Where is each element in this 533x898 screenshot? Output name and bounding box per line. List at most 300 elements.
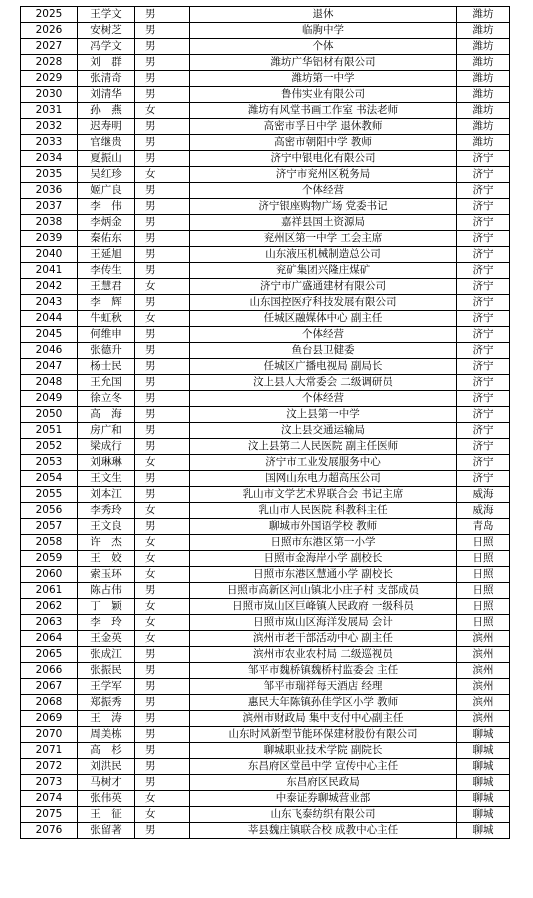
member-organization-cell: 日照市高新区河山镇北小庄子村 支部成员 [190, 583, 457, 599]
table-row [21, 551, 510, 567]
table-row [21, 439, 510, 455]
member-organization-cell: 乳山市人民医院 科教科主任 [190, 503, 457, 519]
member-organization-cell: 日照市东港区慧通小学 副校长 [190, 567, 457, 583]
member-name-cell: 姬广良 [78, 183, 135, 199]
table-row [21, 23, 510, 39]
member-number-cell: 2076 [21, 823, 78, 839]
member-gender-cell: 男 [135, 519, 190, 535]
member-city-cell: 威海 [457, 487, 510, 503]
member-gender-cell: 女 [135, 167, 190, 183]
member-number-cell: 2031 [21, 103, 78, 119]
member-name-cell: 徐立冬 [78, 391, 135, 407]
member-gender-cell: 男 [135, 199, 190, 215]
member-organization-cell: 山东国控医疗科技发展有限公司 [190, 295, 457, 311]
member-name-cell: 张成江 [78, 647, 135, 663]
member-organization-cell: 聊城职业技术学院 副院长 [190, 743, 457, 759]
member-organization-cell: 汶上县人大常委会 二级调研员 [190, 375, 457, 391]
member-number-cell: 2028 [21, 55, 78, 71]
member-gender-cell: 女 [135, 455, 190, 471]
member-organization-cell: 聊城市外国语学校 教师 [190, 519, 457, 535]
member-organization-cell: 鲁伟实业有限公司 [190, 87, 457, 103]
member-city-cell: 潍坊 [457, 55, 510, 71]
member-number-cell: 2063 [21, 615, 78, 631]
table-row [21, 663, 510, 679]
member-list-sheet [20, 6, 510, 839]
table-row [21, 583, 510, 599]
member-name-cell: 张振民 [78, 663, 135, 679]
member-gender-cell: 男 [135, 423, 190, 439]
member-gender-cell: 男 [135, 183, 190, 199]
table-row [21, 183, 510, 199]
member-name-cell: 王文生 [78, 471, 135, 487]
member-gender-cell: 男 [135, 743, 190, 759]
member-number-cell: 2035 [21, 167, 78, 183]
member-gender-cell: 男 [135, 775, 190, 791]
table-row [21, 279, 510, 295]
member-city-cell: 聊城 [457, 807, 510, 823]
table-row [21, 103, 510, 119]
member-name-cell: 秦佑东 [78, 231, 135, 247]
member-organization-cell: 滨州市财政局 集中支付中心副主任 [190, 711, 457, 727]
member-number-cell: 2067 [21, 679, 78, 695]
member-name-cell: 张德升 [78, 343, 135, 359]
table-row [21, 215, 510, 231]
member-name-cell: 何维申 [78, 327, 135, 343]
member-gender-cell: 女 [135, 279, 190, 295]
member-number-cell: 2059 [21, 551, 78, 567]
member-name-cell: 孙 燕 [78, 103, 135, 119]
member-organization-cell: 潍坊有风堂书画工作室 书法老师 [190, 103, 457, 119]
member-organization-cell: 东昌府区堂邑中学 宣传中心主任 [190, 759, 457, 775]
member-name-cell: 马树才 [78, 775, 135, 791]
member-organization-cell: 任城区融媒体中心 副主任 [190, 311, 457, 327]
member-name-cell: 高 海 [78, 407, 135, 423]
member-name-cell: 王允国 [78, 375, 135, 391]
member-gender-cell: 男 [135, 55, 190, 71]
member-organization-cell: 山东液压机械制造总公司 [190, 247, 457, 263]
member-name-cell: 张留著 [78, 823, 135, 839]
member-number-cell: 2039 [21, 231, 78, 247]
member-name-cell: 王金英 [78, 631, 135, 647]
member-organization-cell: 个体经营 [190, 183, 457, 199]
member-organization-cell: 东昌府区民政局 [190, 775, 457, 791]
member-number-cell: 2034 [21, 151, 78, 167]
member-name-cell: 王 征 [78, 807, 135, 823]
member-gender-cell: 男 [135, 407, 190, 423]
member-name-cell: 吴红珍 [78, 167, 135, 183]
member-city-cell: 聊城 [457, 743, 510, 759]
table-row [21, 247, 510, 263]
member-gender-cell: 女 [135, 503, 190, 519]
member-name-cell: 王 涛 [78, 711, 135, 727]
member-organization-cell: 日照市岚山区巨峰镇人民政府 一级科员 [190, 599, 457, 615]
table-row [21, 375, 510, 391]
member-name-cell: 张清奇 [78, 71, 135, 87]
member-number-cell: 2065 [21, 647, 78, 663]
member-organization-cell: 个体经营 [190, 327, 457, 343]
member-number-cell: 2038 [21, 215, 78, 231]
member-gender-cell: 女 [135, 535, 190, 551]
member-number-cell: 2074 [21, 791, 78, 807]
member-name-cell: 王文良 [78, 519, 135, 535]
member-city-cell: 济宁 [457, 295, 510, 311]
member-name-cell: 房广和 [78, 423, 135, 439]
member-city-cell: 济宁 [457, 215, 510, 231]
member-organization-cell: 高密市孚日中学 退休教师 [190, 119, 457, 135]
member-name-cell: 刘琳琳 [78, 455, 135, 471]
member-city-cell: 日照 [457, 551, 510, 567]
member-organization-cell: 济宁市工业发展服务中心 [190, 455, 457, 471]
member-number-cell: 2075 [21, 807, 78, 823]
member-organization-cell: 济宁中银电化有限公司 [190, 151, 457, 167]
member-name-cell: 高 杉 [78, 743, 135, 759]
table-row [21, 599, 510, 615]
member-gender-cell: 男 [135, 471, 190, 487]
member-number-cell: 2071 [21, 743, 78, 759]
member-gender-cell: 男 [135, 135, 190, 151]
member-gender-cell: 男 [135, 231, 190, 247]
table-row [21, 695, 510, 711]
table-row [21, 759, 510, 775]
table-row [21, 679, 510, 695]
table-row [21, 807, 510, 823]
table-row [21, 503, 510, 519]
member-gender-cell: 男 [135, 39, 190, 55]
member-gender-cell: 女 [135, 551, 190, 567]
member-number-cell: 2025 [21, 7, 78, 23]
table-row [21, 535, 510, 551]
table-row [21, 647, 510, 663]
table-row [21, 295, 510, 311]
member-number-cell: 2051 [21, 423, 78, 439]
table-row [21, 727, 510, 743]
table-row [21, 55, 510, 71]
member-number-cell: 2054 [21, 471, 78, 487]
member-gender-cell: 女 [135, 103, 190, 119]
member-gender-cell: 男 [135, 759, 190, 775]
table-row [21, 823, 510, 839]
member-organization-cell: 嘉祥县国土资源局 [190, 215, 457, 231]
member-organization-cell: 济宁市兖州区税务局 [190, 167, 457, 183]
table-row [21, 231, 510, 247]
member-organization-cell: 高密市朝阳中学 教师 [190, 135, 457, 151]
table-row [21, 119, 510, 135]
member-city-cell: 潍坊 [457, 103, 510, 119]
member-number-cell: 2027 [21, 39, 78, 55]
table-row [21, 775, 510, 791]
member-city-cell: 青岛 [457, 519, 510, 535]
member-city-cell: 济宁 [457, 199, 510, 215]
member-city-cell: 滨州 [457, 679, 510, 695]
member-organization-cell: 乳山市文学艺术界联合会 书记主席 [190, 487, 457, 503]
member-gender-cell: 男 [135, 823, 190, 839]
member-gender-cell: 男 [135, 391, 190, 407]
table-row [21, 199, 510, 215]
member-organization-cell: 滨州市农业农村局 二级巡视员 [190, 647, 457, 663]
member-city-cell: 潍坊 [457, 39, 510, 55]
member-name-cell: 安树芝 [78, 23, 135, 39]
member-gender-cell: 男 [135, 295, 190, 311]
table-row [21, 487, 510, 503]
table-row [21, 791, 510, 807]
member-name-cell: 李传生 [78, 263, 135, 279]
member-organization-cell: 滨州市老干部活动中心 副主任 [190, 631, 457, 647]
member-name-cell: 李秀玲 [78, 503, 135, 519]
member-organization-cell: 日照市岚山区海洋发展局 会计 [190, 615, 457, 631]
member-city-cell: 聊城 [457, 791, 510, 807]
member-gender-cell: 男 [135, 215, 190, 231]
table-row [21, 39, 510, 55]
member-name-cell: 迟寿明 [78, 119, 135, 135]
member-number-cell: 2032 [21, 119, 78, 135]
member-number-cell: 2053 [21, 455, 78, 471]
member-name-cell: 梁成行 [78, 439, 135, 455]
member-number-cell: 2073 [21, 775, 78, 791]
member-name-cell: 郑振秀 [78, 695, 135, 711]
member-gender-cell: 男 [135, 359, 190, 375]
member-name-cell: 王学军 [78, 679, 135, 695]
member-city-cell: 济宁 [457, 231, 510, 247]
member-number-cell: 2055 [21, 487, 78, 503]
table-row [21, 567, 510, 583]
member-city-cell: 日照 [457, 599, 510, 615]
member-number-cell: 2044 [21, 311, 78, 327]
member-gender-cell: 女 [135, 567, 190, 583]
member-city-cell: 济宁 [457, 311, 510, 327]
member-organization-cell: 个体 [190, 39, 457, 55]
member-city-cell: 威海 [457, 503, 510, 519]
member-organization-cell: 鱼台县卫健委 [190, 343, 457, 359]
member-name-cell: 王延旭 [78, 247, 135, 263]
member-number-cell: 2036 [21, 183, 78, 199]
member-city-cell: 济宁 [457, 471, 510, 487]
table-row [21, 711, 510, 727]
member-organization-cell: 济宁银座购物广场 党委书记 [190, 199, 457, 215]
member-city-cell: 济宁 [457, 151, 510, 167]
member-city-cell: 日照 [457, 567, 510, 583]
member-organization-cell: 个体经营 [190, 391, 457, 407]
member-gender-cell: 男 [135, 375, 190, 391]
table-row [21, 87, 510, 103]
member-number-cell: 2057 [21, 519, 78, 535]
member-city-cell: 滨州 [457, 711, 510, 727]
member-city-cell: 潍坊 [457, 23, 510, 39]
table-row [21, 327, 510, 343]
member-number-cell: 2052 [21, 439, 78, 455]
member-number-cell: 2061 [21, 583, 78, 599]
member-name-cell: 许 杰 [78, 535, 135, 551]
member-city-cell: 济宁 [457, 183, 510, 199]
member-gender-cell: 女 [135, 615, 190, 631]
member-number-cell: 2062 [21, 599, 78, 615]
member-number-cell: 2064 [21, 631, 78, 647]
member-organization-cell: 汶上县交通运输局 [190, 423, 457, 439]
member-number-cell: 2068 [21, 695, 78, 711]
member-name-cell: 李 伟 [78, 199, 135, 215]
member-organization-cell: 日照市东港区第一小学 [190, 535, 457, 551]
member-city-cell: 济宁 [457, 423, 510, 439]
member-number-cell: 2050 [21, 407, 78, 423]
member-organization-cell: 中泰证券聊城营业部 [190, 791, 457, 807]
member-city-cell: 滨州 [457, 695, 510, 711]
table-row [21, 263, 510, 279]
member-organization-cell: 惠民大年陈镇孙佳学区小学 教师 [190, 695, 457, 711]
member-gender-cell: 男 [135, 711, 190, 727]
member-name-cell: 刘清华 [78, 87, 135, 103]
member-city-cell: 潍坊 [457, 71, 510, 87]
member-city-cell: 日照 [457, 583, 510, 599]
member-city-cell: 潍坊 [457, 87, 510, 103]
member-number-cell: 2060 [21, 567, 78, 583]
member-name-cell: 牛虹秋 [78, 311, 135, 327]
member-city-cell: 日照 [457, 535, 510, 551]
member-name-cell: 陈占伟 [78, 583, 135, 599]
member-name-cell: 李炳金 [78, 215, 135, 231]
member-city-cell: 滨州 [457, 663, 510, 679]
member-organization-cell: 邹平市瑞祥每天酒店 经理 [190, 679, 457, 695]
member-city-cell: 济宁 [457, 391, 510, 407]
member-city-cell: 济宁 [457, 263, 510, 279]
member-city-cell: 济宁 [457, 247, 510, 263]
table-row [21, 423, 510, 439]
member-organization-cell: 兖州区第一中学 工会主席 [190, 231, 457, 247]
member-gender-cell: 男 [135, 119, 190, 135]
member-number-cell: 2045 [21, 327, 78, 343]
member-gender-cell: 男 [135, 695, 190, 711]
member-gender-cell: 男 [135, 247, 190, 263]
table-row [21, 71, 510, 87]
member-organization-cell: 临朐中学 [190, 23, 457, 39]
member-city-cell: 聊城 [457, 759, 510, 775]
member-organization-cell: 山东时风新型节能环保建材股份有限公司 [190, 727, 457, 743]
member-number-cell: 2049 [21, 391, 78, 407]
member-name-cell: 张伟英 [78, 791, 135, 807]
member-organization-cell: 济宁市广盛通建材有限公司 [190, 279, 457, 295]
member-city-cell: 济宁 [457, 343, 510, 359]
member-city-cell: 济宁 [457, 407, 510, 423]
member-name-cell: 王慧君 [78, 279, 135, 295]
member-number-cell: 2056 [21, 503, 78, 519]
member-number-cell: 2070 [21, 727, 78, 743]
member-name-cell: 杨士民 [78, 359, 135, 375]
table-row [21, 407, 510, 423]
member-city-cell: 济宁 [457, 455, 510, 471]
member-number-cell: 2072 [21, 759, 78, 775]
member-city-cell: 潍坊 [457, 135, 510, 151]
member-organization-cell: 兖矿集团兴隆庄煤矿 [190, 263, 457, 279]
member-number-cell: 2026 [21, 23, 78, 39]
table-row [21, 151, 510, 167]
member-gender-cell: 男 [135, 583, 190, 599]
member-name-cell: 刘本江 [78, 487, 135, 503]
member-city-cell: 聊城 [457, 823, 510, 839]
member-organization-cell: 国网山东电力超高压公司 [190, 471, 457, 487]
member-gender-cell: 男 [135, 151, 190, 167]
member-city-cell: 日照 [457, 615, 510, 631]
member-organization-cell: 日照市金海岸小学 副校长 [190, 551, 457, 567]
member-organization-cell: 山东飞泰纺织有限公司 [190, 807, 457, 823]
member-gender-cell: 男 [135, 7, 190, 23]
member-gender-cell: 男 [135, 727, 190, 743]
member-gender-cell: 男 [135, 679, 190, 695]
member-gender-cell: 男 [135, 487, 190, 503]
member-table [20, 6, 510, 839]
member-gender-cell: 女 [135, 807, 190, 823]
member-gender-cell: 女 [135, 599, 190, 615]
member-gender-cell: 男 [135, 663, 190, 679]
member-number-cell: 2042 [21, 279, 78, 295]
table-row [21, 615, 510, 631]
member-city-cell: 滨州 [457, 631, 510, 647]
member-organization-cell: 邹平市魏桥镇魏桥村监委会 主任 [190, 663, 457, 679]
table-row [21, 167, 510, 183]
member-number-cell: 2037 [21, 199, 78, 215]
member-organization-cell: 汶上县第一中学 [190, 407, 457, 423]
member-city-cell: 济宁 [457, 327, 510, 343]
member-number-cell: 2043 [21, 295, 78, 311]
member-number-cell: 2030 [21, 87, 78, 103]
member-number-cell: 2048 [21, 375, 78, 391]
member-name-cell: 王 姣 [78, 551, 135, 567]
table-row [21, 631, 510, 647]
member-number-cell: 2040 [21, 247, 78, 263]
member-name-cell: 李 玲 [78, 615, 135, 631]
member-organization-cell: 潍坊广华铝材有限公司 [190, 55, 457, 71]
member-number-cell: 2069 [21, 711, 78, 727]
member-table-body [21, 7, 510, 839]
member-number-cell: 2066 [21, 663, 78, 679]
member-city-cell: 济宁 [457, 359, 510, 375]
member-name-cell: 官继贵 [78, 135, 135, 151]
member-gender-cell: 男 [135, 71, 190, 87]
member-name-cell: 王学文 [78, 7, 135, 23]
table-row [21, 359, 510, 375]
member-number-cell: 2033 [21, 135, 78, 151]
table-row [21, 455, 510, 471]
member-city-cell: 济宁 [457, 439, 510, 455]
table-row [21, 7, 510, 23]
member-name-cell: 索玉环 [78, 567, 135, 583]
member-gender-cell: 男 [135, 343, 190, 359]
member-organization-cell: 汶上县第二人民医院 副主任医师 [190, 439, 457, 455]
member-city-cell: 济宁 [457, 375, 510, 391]
member-name-cell: 夏振山 [78, 151, 135, 167]
table-row [21, 135, 510, 151]
member-name-cell: 李 辉 [78, 295, 135, 311]
table-row [21, 311, 510, 327]
member-city-cell: 潍坊 [457, 7, 510, 23]
member-name-cell: 丁 颖 [78, 599, 135, 615]
member-gender-cell: 女 [135, 631, 190, 647]
member-gender-cell: 男 [135, 263, 190, 279]
table-row [21, 471, 510, 487]
member-name-cell: 刘 群 [78, 55, 135, 71]
member-gender-cell: 男 [135, 23, 190, 39]
member-gender-cell: 男 [135, 647, 190, 663]
member-number-cell: 2029 [21, 71, 78, 87]
table-row [21, 743, 510, 759]
member-organization-cell: 任城区广播电视局 副局长 [190, 359, 457, 375]
member-name-cell: 冯学文 [78, 39, 135, 55]
member-gender-cell: 男 [135, 439, 190, 455]
member-organization-cell: 莘县魏庄镇联合校 成教中心主任 [190, 823, 457, 839]
member-city-cell: 济宁 [457, 279, 510, 295]
member-gender-cell: 女 [135, 311, 190, 327]
member-city-cell: 潍坊 [457, 119, 510, 135]
member-organization-cell: 退休 [190, 7, 457, 23]
member-name-cell: 刘洪民 [78, 759, 135, 775]
member-number-cell: 2047 [21, 359, 78, 375]
